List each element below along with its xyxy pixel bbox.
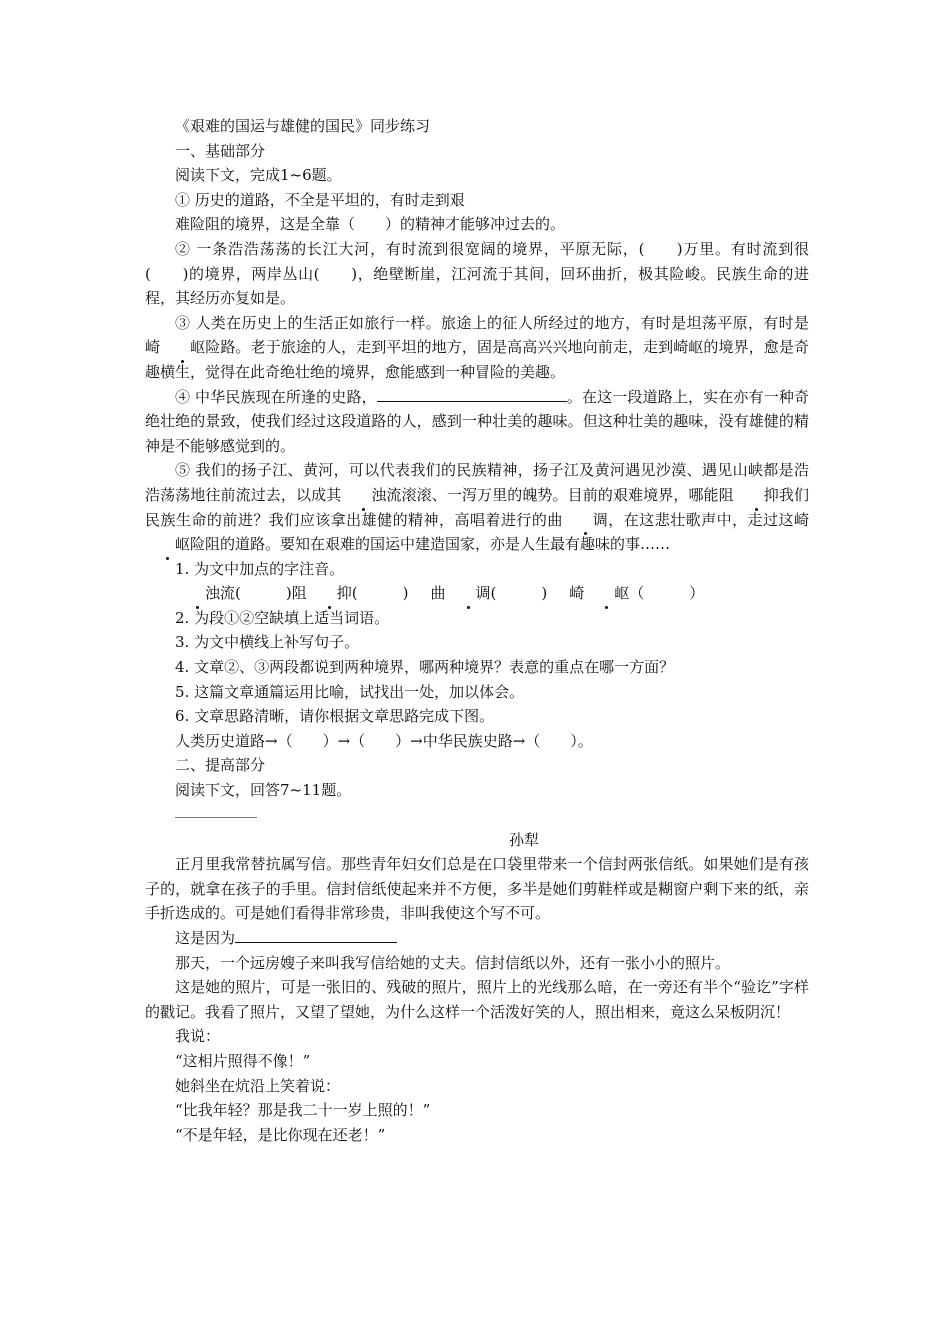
answer-blank-sentence[interactable] xyxy=(377,387,567,402)
paragraph-1-line-1: ① 历史的道路，不全是平坦的，有时走到艰 xyxy=(175,190,465,209)
paragraph-5 xyxy=(145,458,809,556)
dotted-char-yi: 抑 xyxy=(734,483,779,508)
instruction-advanced: 阅读下文，回答7~11题。 xyxy=(175,781,352,800)
q1-item-c-dot: 调 xyxy=(446,581,491,606)
paragraph-5-text-a: ⑤ 我们的扬子江、黄河，可以代表我们的民族精神，扬子江及黄河遇见沙漠、遇见山峡都是浩浩荡荡地往前流过去，以成其 xyxy=(145,461,809,504)
dotted-char-zhuo: 浊 xyxy=(341,483,386,508)
story-paragraph-2 xyxy=(145,926,809,951)
q1-item-c-post: ( ) xyxy=(490,584,548,603)
story-paragraph-6: “这相片照得不像！” xyxy=(175,1051,311,1070)
story-paragraph-8: “比我年轻？那是我二十一岁上照的！” xyxy=(175,1101,431,1120)
paragraph-1-line-2-text: 难险阻的境界，这是全靠（ ）的精神才能够冲过去的。 xyxy=(175,215,566,234)
story-paragraph-5: 我说： xyxy=(175,1027,221,1046)
question-4: 4. 文章②、③两段都说到两种境界，哪两种境界？表意的重点在哪一方面？ xyxy=(175,658,675,677)
q1-item-b-pre: 阻 xyxy=(291,584,307,603)
q1-item-b-post: ( ) xyxy=(351,584,409,603)
q1-item-d-dot: 岖 xyxy=(584,581,629,606)
paragraph-5-text-e: 险阻的道路。要知在艰难的国运中建造国家，亦是人生最有趣味的事…… xyxy=(190,535,671,554)
q1-item-a-post: 流( ) xyxy=(220,584,292,603)
story-paragraph-1: 正月里我常替抗属写信。那些青年妇女们总是在口袋里带来一个信封两张信纸。如果她们是有孩子的，就拿在孩子的手里。信封信纸使起来并不方便，多半是她们剪鞋样或是糊窗户剩下来的纸，亲手折迭成的。可是她们看得非常珍贵，非叫我使这个写不可。 xyxy=(145,855,809,923)
section-heading-advanced: 二、提高部分 xyxy=(175,756,266,775)
story-paragraph-4: 这是她的照片，可是一张旧的、残破的照片，照片上的光线那么暗，在一旁还有半个“验讫”字样的戳记。我看了照片，又望了望她，为什么这样一个活泼好笑的人，照出相来，竟这么呆板阴沉！ xyxy=(145,978,809,1021)
story-paragraph-9: “不是年轻，是比你现在还老！” xyxy=(175,1125,386,1144)
paragraph-5-text-b: 流滚滚、一泻万里的魄势。目前的艰难境界，哪能阻 xyxy=(386,485,734,504)
q1-item-d-post: （ ） xyxy=(629,584,705,603)
page-title: 《艰难的国运与雄健的国民》同步练习 xyxy=(175,117,431,135)
instruction-basic: 阅读下文，完成1~6题。 xyxy=(175,166,342,185)
paragraph-5-text-c: 我们民族生命的前进？我们应该拿出雄健的精神，高唱着进行的曲 xyxy=(145,485,809,529)
paragraph-4-text-a: ④ 中华民族现在所逢的史路， xyxy=(175,387,377,406)
q1-item-b-dot: 抑 xyxy=(307,581,352,606)
story-paragraph-7: 她斜坐在炕沿上笑着说： xyxy=(175,1076,341,1095)
question-6-flow: 人类历史道路→（ ）→（ ）→中华民族史路→（ ）。 xyxy=(175,731,593,750)
answer-blank-reason[interactable] xyxy=(235,928,397,943)
dotted-char-qu-1: 岖 xyxy=(160,335,205,360)
author-name: 孙犁 xyxy=(509,830,540,849)
story-paragraph-3: 那天，一个远房嫂子来叫我写信给她的丈夫。信封信纸以外，还有一张小小的照片。 xyxy=(175,953,731,972)
paragraph-5-text-d: ，在这悲壮歌声中，走过这崎 xyxy=(607,510,809,529)
question-3: 3. 为文中横线上补写句子。 xyxy=(175,633,360,652)
paragraph-4-text-b: 。在这一段道路上，实在亦有一种奇绝壮绝的景致，使我们经过这段道路的人，感到一种壮美的趣味。但这种壮美的趣味，没有雄健的精神是不能够感觉到的。 xyxy=(145,387,809,455)
q1-item-a-dot: 浊 xyxy=(175,581,220,606)
paragraph-2: ② 一条浩浩荡荡的长江大河，有时流到很宽阔的境界，平原无际，( )万里。有时流到很( )的境界，两岸丛山( )，绝壁断崖，江河流于其间，回环曲折，极其险峻。民族生命的进程，其经历亦复如是。 xyxy=(145,239,809,308)
worksheet-page xyxy=(145,114,809,1147)
question-5: 5. 这篇文章通篇运用比喻，试找出一处，加以体会。 xyxy=(175,682,525,701)
paragraph-3 xyxy=(145,311,809,385)
paragraph-4 xyxy=(145,385,809,459)
story-paragraph-2-text: 这是因为 xyxy=(175,929,236,947)
title-blank-line[interactable] xyxy=(175,817,257,818)
question-1-items xyxy=(145,581,809,606)
paragraph-3-text-a: ③ 人类在历史上的生活正如旅行一样。旅途上的征人所经过的地方，有时是坦荡平原，有时是崎 xyxy=(145,313,809,357)
q1-item-c-pre: 曲 xyxy=(430,584,446,603)
dotted-char-qu-2: 岖 xyxy=(145,532,190,557)
question-1: 1. 为文中加点的字注音。 xyxy=(175,559,345,578)
dotted-char-diao: 调 xyxy=(563,508,608,533)
paragraph-3-text-b: 险路。老于旅途的人，走到平坦的地方，固是高高兴兴地向前走，走到崎岖的境界，愈是奇趣横生，觉得在此奇绝壮绝的境界，愈能感到一种冒险的美趣。 xyxy=(145,338,809,381)
question-6: 6. 文章思路清晰，请你根据文章思路完成下图。 xyxy=(175,707,495,726)
q1-item-d-pre: 崎 xyxy=(569,584,585,603)
question-2: 2. 为段①②空缺填上适当词语。 xyxy=(175,608,390,627)
section-heading-basic: 一、基础部分 xyxy=(175,141,266,160)
paragraph-1-line-2 xyxy=(145,212,809,237)
